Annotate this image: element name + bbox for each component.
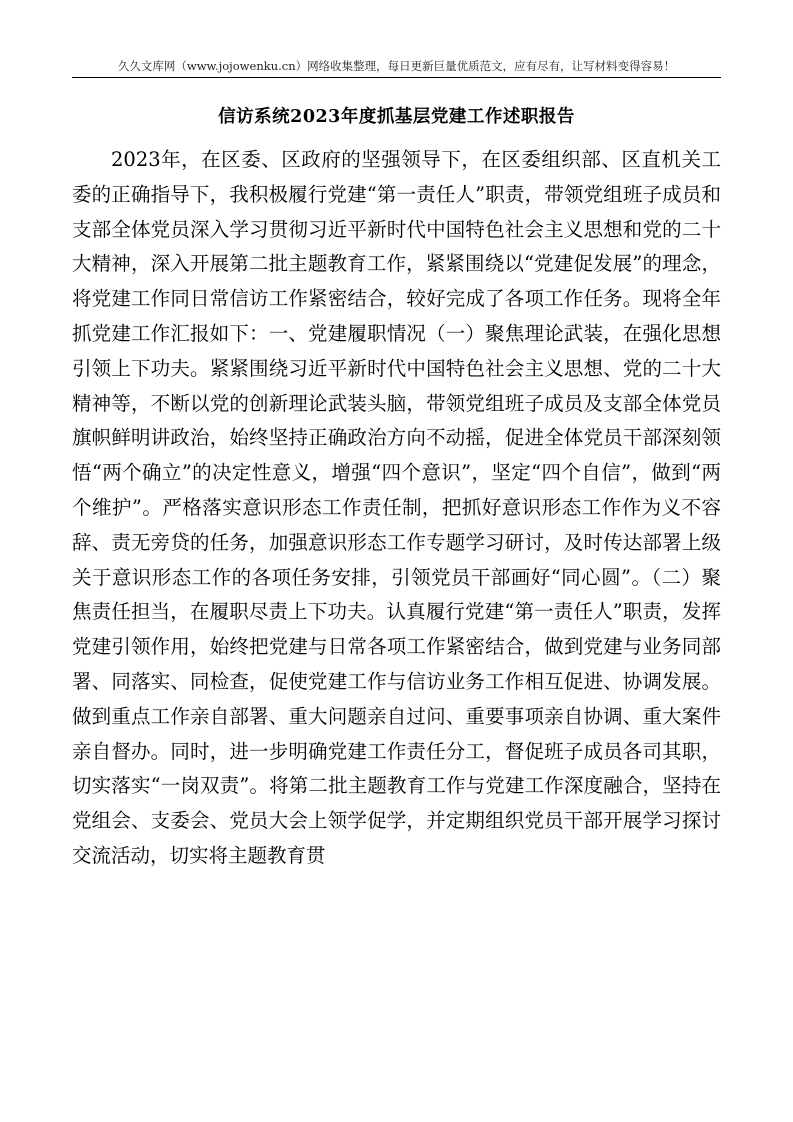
document-body: 2023年，在区委、区政府的坚强领导下，在区委组织部、区直机关工委的正确指导下，我积极履行党建“第一责任人”职责，带领党组班子成员和支部全体党员深入学习贯彻习近平新时代中国特色社会主义思想和党的二十大精神，深入开展第二批主题教育工作，紧紧围绕以“党建促发展”的理念，将党建工作同日常信访工作紧密结合，较好完成了各项工作任务。现将全年抓党建工作汇报如下：一、党建履职情况（一）聚焦理论武装，在强化思想引领上下功夫。紧紧围绕习近平新时代中国特色社会主义思想、党的二十大精神等，不断以党的创新理论武装头脑，带领党组班子成员及支部全体党员旗帜鲜明讲政治，始终坚持正确政治方向不动摇，促进全体党员干部深刻领悟“两个确立”的决定性意义，增强“四个意识”，坚定“四个自信”，做到“两个维护”。严格落实意识形态工作责任制，把抓好意识形态工作作为义不容辞、责无旁贷的任务，加强意识形态工作专题学习研讨，及时传达部署上级关于意识形态工作的各项任务安排，引领党员干部画好“同心圆”。（二）聚焦责任担当，在履职尽责上下功夫。认真履行党建“第一责任人”职责，发挥党建引领作用，始终把党建与日常各项工作紧密结合，做到党建与业务同部署、同落实、同检查，促使党建工作与信访业务工作相互促进、协调发展。做到重点工作亲自部署、重大问题亲自过问、重要事项亲自协调、重大案件亲自督办。同时，进一步明确党建工作责任分工，督促班子成员各司其职，切实落实“一岗双责”。将第二批主题教育工作与党建工作深度融合，坚持在党组会、支委会、党员大会上领学促学，并定期组织党员干部开展学习探讨交流活动，切实将主题教育贯 xyxy=(72,148,721,867)
document-title: 信访系统2023年度抓基层党建工作述职报告 xyxy=(218,107,575,127)
page-header: 久久文库网（www.jojowenku.cn）网络收集整理，每日更新巨量优质范文，应有尽有，让写材料变得容易！ xyxy=(72,55,721,78)
